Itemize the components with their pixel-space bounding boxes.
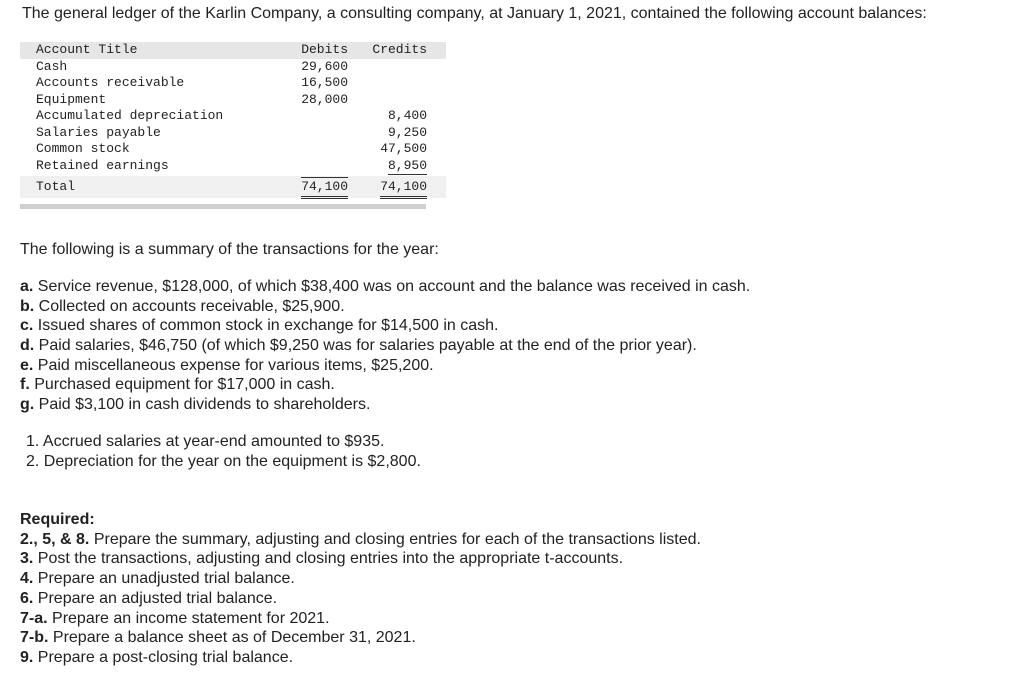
item-text: Paid salaries, $46,750 (of which $9,250 was for salaries payable at the end of the prior year). [34, 337, 697, 355]
item-label: 2., 5, & 8. [20, 530, 90, 548]
total-credit: 74,100 [380, 178, 427, 199]
list-item [20, 628, 701, 648]
account-title: Cash [36, 58, 68, 74]
item-text: Prepare the summary, adjusting and closing entries for each of the transactions listed. [89, 530, 701, 548]
list-item [20, 395, 750, 415]
table-row [20, 125, 446, 142]
list-item: 2. Depreciation for the year on the equipment is $2,800. [26, 452, 421, 470]
transaction-list [20, 277, 750, 415]
table-header-row [20, 42, 446, 59]
total-debit: 74,100 [301, 177, 348, 199]
list-item [20, 316, 750, 336]
item-text: Issued shares of common stock in exchange for $14,500 in cash. [33, 317, 499, 335]
account-title: Retained earnings [36, 157, 169, 173]
item-text: Purchased equipment for $17,000 in cash. [29, 376, 335, 394]
item-label: g. [20, 396, 35, 414]
summary-heading: The following is a summary of the transactions for the year: [20, 241, 439, 258]
account-title: Common stock [36, 141, 130, 156]
trial-balance-table [20, 42, 446, 209]
list-item [20, 356, 750, 376]
item-text: Collected on accounts receivable, $25,900. [34, 297, 345, 315]
list-item [20, 569, 701, 589]
item-label: 3. [20, 550, 34, 568]
table-row [20, 59, 446, 76]
total-row [20, 176, 446, 198]
required-heading-text: Required: [20, 511, 95, 528]
item-text: Paid $3,100 in cash dividends to shareholders. [34, 396, 371, 414]
table-row [20, 158, 446, 175]
item-label: 4. [20, 570, 34, 588]
header-account-title: Account Title [36, 42, 138, 57]
debit-value: 29,600 [301, 58, 348, 74]
debit-value: 28,000 [301, 91, 348, 107]
table-row [20, 75, 446, 92]
item-text: Prepare an unadjusted trial balance. [33, 570, 295, 588]
list-item [20, 375, 750, 395]
total-label: Total [36, 179, 76, 194]
list-item [20, 609, 701, 629]
list-item [20, 297, 750, 317]
list-item [20, 648, 701, 668]
table-row [20, 92, 446, 109]
adjustment-list [26, 432, 421, 471]
list-item [20, 549, 701, 569]
required-heading [20, 510, 701, 530]
item-label: 7-b. [20, 629, 49, 647]
required-section [20, 510, 701, 668]
account-title: Equipment [36, 91, 107, 107]
table-footer-bar [20, 204, 426, 209]
table-row [20, 108, 446, 125]
item-label: e. [20, 356, 34, 374]
credit-value: 8,400 [387, 108, 427, 123]
item-label: a. [20, 278, 34, 295]
account-title: Accumulated depreciation [36, 108, 224, 123]
debit-value: 16,500 [301, 75, 348, 90]
table-row [20, 141, 446, 158]
intro-text: The general ledger of the Karlin Company, a consulting company, at January 1, 2021, contained the following account balances: [22, 5, 927, 22]
list-item: 1. Accrued salaries at year-end amounted to $935. [26, 433, 385, 450]
account-title: Salaries payable [36, 124, 161, 140]
list-item [20, 277, 750, 297]
list-item [20, 530, 701, 550]
item-label: 7-a. [20, 609, 48, 627]
item-label: b. [20, 297, 35, 315]
header-debits: Debits [301, 42, 348, 57]
item-label: c. [20, 317, 34, 335]
list-item [20, 589, 701, 609]
credit-value: 47,500 [380, 141, 427, 156]
total-debit-cell [301, 176, 348, 199]
item-text: Paid miscellaneous expense for various items, $25,200. [33, 356, 434, 374]
header-credits: Credits [372, 42, 427, 57]
item-text: Prepare a balance sheet as of December 31, 2021. [48, 629, 416, 647]
item-text: Prepare an income statement for 2021. [47, 609, 330, 627]
account-title: Accounts receivable [36, 75, 185, 90]
credit-value: 8,950 [388, 158, 427, 176]
item-label: 6. [20, 589, 34, 607]
item-label: d. [20, 337, 35, 355]
credit-value: 9,250 [387, 124, 427, 140]
item-text: Prepare a post-closing trial balance. [33, 648, 294, 666]
item-label: f. [20, 376, 30, 394]
item-text: Prepare an adjusted trial balance. [33, 589, 278, 607]
item-text: Service revenue, $128,000, of which $38,400 was on account and the balance was received in cash. [33, 278, 751, 295]
list-item [20, 336, 750, 356]
item-text: Post the transactions, adjusting and closing entries into the appropriate t-accounts. [33, 550, 624, 568]
item-label: 9. [20, 648, 34, 666]
total-credit-cell [380, 176, 427, 199]
